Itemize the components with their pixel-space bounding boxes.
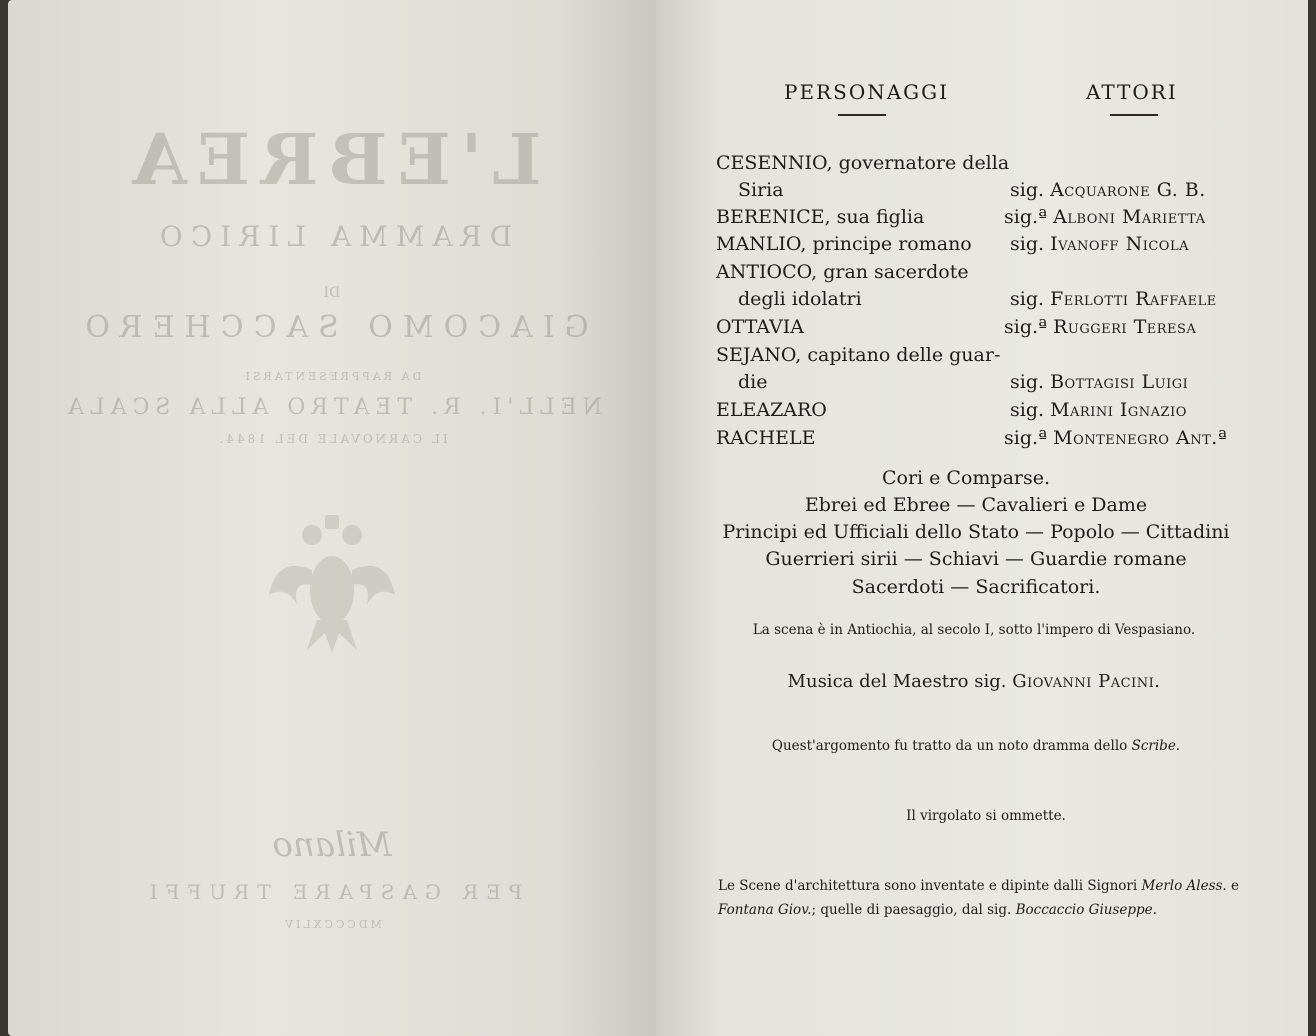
performance-date: IL CARNOVALE DEL 1844. xyxy=(216,432,448,446)
cast-actor-sejano: sig. Bottagisi Luigi xyxy=(1010,371,1189,393)
header-rule-left xyxy=(838,114,886,116)
chorus-line-4: Sacerdoti — Sacrificatori. xyxy=(851,576,1101,598)
cast-role-berenice: BERENICE, sua figlia xyxy=(716,206,925,228)
author: GIACOMO SACCHERO xyxy=(75,310,589,345)
cast-actor-eleazaro: sig. Marini Ignazio xyxy=(1010,399,1187,421)
chorus-line-3: Guerrieri sirii — Schiavi — Guardie romane xyxy=(765,548,1187,570)
theatre-name: NELL'I. R. TEATRO ALLA SCALA xyxy=(62,395,602,420)
header-rule-right xyxy=(1110,114,1158,116)
cast-actor-cesennio: sig. Acquarone G. B. xyxy=(1010,179,1206,201)
header-attori: ATTORI xyxy=(1086,80,1178,104)
cast-role-antioco: ANTIOCO, gran sacerdote xyxy=(716,261,969,283)
title: L'EBREA xyxy=(122,118,542,201)
chorus-line-1: Ebrei ed Ebree — Cavalieri e Dame xyxy=(804,494,1148,516)
cast-actor-manlio: sig. Ivanoff Nicola xyxy=(1010,233,1189,255)
scenery-credits: Le Scene d'architettura sono inventate e dipinte dalli Signori Merlo Aless. e Fontana Giov.; quelle di paesaggio, dal sig. Boccaccio Giuseppe. xyxy=(718,878,1240,918)
by-label: DI xyxy=(323,285,341,301)
cast-desc-cesennio: Siria xyxy=(738,179,784,201)
year: MDCCCXLIV xyxy=(282,918,382,931)
cast-role-ottavia: OTTAVIA xyxy=(716,316,804,338)
cast-actor-berenice: sig.ª Alboni Marietta xyxy=(1004,206,1206,228)
chorus-heading: Cori e Comparse. xyxy=(881,467,1051,489)
title-page-show-through xyxy=(8,0,656,1036)
eagle-emblem-icon xyxy=(8,515,656,681)
cast-role-manlio: MANLIO, principe romano xyxy=(716,233,972,255)
printer: PER GASPARE TRUFFI xyxy=(141,880,523,904)
cast-actor-antioco: sig. Ferlotti Raffaele xyxy=(1010,288,1217,310)
city: Milano xyxy=(272,825,392,865)
cast-actor-rachele: sig.ª Montenegro Ant.ª xyxy=(1004,427,1228,449)
cast-desc-antioco: degli idolatri xyxy=(738,288,862,310)
performance-line-1: DA RAPPRESENTARSI xyxy=(242,370,422,383)
omission-note: Il virgolato si ommette. xyxy=(906,808,1066,824)
left-page xyxy=(8,0,656,1036)
setting-note: La scena è in Antiochia, al secolo I, sotto l'impero di Vespasiano. xyxy=(752,622,1196,638)
chorus-line-2: Principi ed Ufficiali dello Stato — Popolo — Cittadini xyxy=(722,521,1230,543)
cast-role-rachele: RACHELE xyxy=(716,427,816,449)
cast-role-cesennio: CESENNIO, governatore della xyxy=(716,152,1010,174)
cast-desc-sejano: die xyxy=(738,371,768,393)
subtitle: DRAMMA LIRICO xyxy=(151,220,513,253)
music-credit: Musica del Maestro sig. Giovanni Pacini. xyxy=(787,671,1161,692)
cast-actor-ottavia: sig.ª Ruggeri Teresa xyxy=(1004,316,1197,338)
header-personaggi: PERSONAGGI xyxy=(784,80,950,104)
cast-role-eleazaro: ELEAZARO xyxy=(716,399,827,421)
cast-role-sejano: SEJANO, capitano delle guar- xyxy=(716,344,1001,366)
source-note: Quest'argomento fu tratto da un noto dramma dello Scribe. xyxy=(771,738,1181,754)
